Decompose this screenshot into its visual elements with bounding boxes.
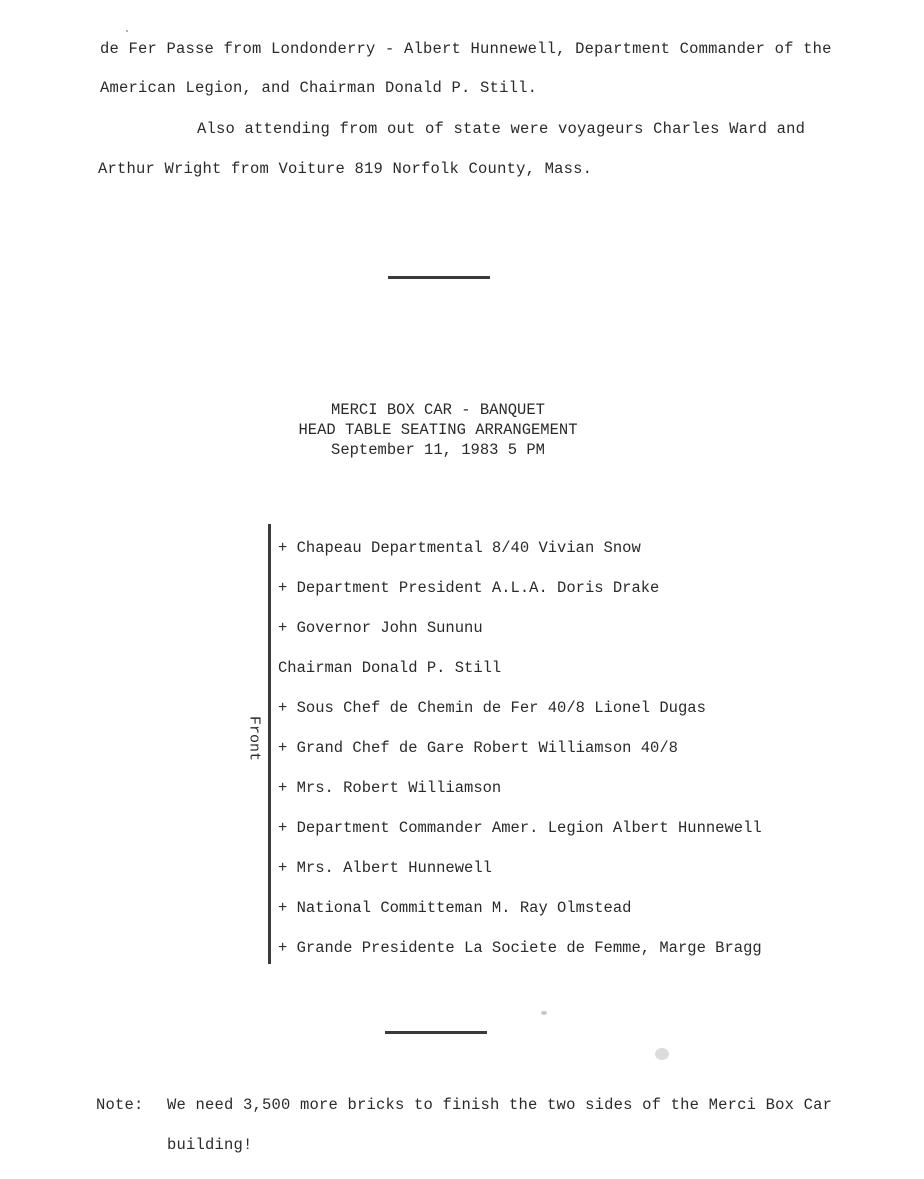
heading-title: MERCI BOX CAR - BANQUET [331,401,545,419]
intro-line-3: Also attending from out of state were voyageurs Charles Ward and [197,120,806,138]
intro-line-4: Arthur Wright from Voiture 819 Norfolk County, Mass. [98,160,593,178]
note-line-2: building! [167,1136,253,1154]
seat-6: + Grand Chef de Gare Robert Williamson 40/8 [278,739,678,757]
seat-2: + Department President A.L.A. Doris Drake [278,579,660,597]
head-table-bar [268,524,271,964]
seat-11: + Grande Presidente La Societe de Femme, Marge Bragg [278,939,762,957]
seat-1: + Chapeau Departmental 8/40 Vivian Snow [278,539,641,557]
scan-speck [541,1011,547,1015]
seat-8: + Department Commander Amer. Legion Albert Hunnewell [278,819,762,837]
intro-line-2: American Legion, and Chairman Donald P. Still. [100,79,538,97]
note-label: Note: [96,1096,144,1114]
seat-3: + Governor John Sununu [278,619,483,637]
banquet-heading [0,400,876,460]
scan-speck [655,1048,669,1060]
heading-date: September 11, 1983 5 PM [331,441,545,459]
heading-subtitle: HEAD TABLE SEATING ARRANGEMENT [298,421,578,439]
intro-line-1: de Fer Passe from Londonderry - Albert Hunnewell, Department Commander of the [100,40,832,58]
seat-10: + National Committeman M. Ray Olmstead [278,899,632,917]
seat-4: Chairman Donald P. Still [278,659,502,677]
top-separator [388,276,490,279]
front-label: Front [245,715,263,761]
seat-9: + Mrs. Albert Hunnewell [278,859,492,877]
seat-5: + Sous Chef de Chemin de Fer 40/8 Lionel Dugas [278,699,706,717]
bottom-separator [385,1031,487,1034]
scan-speck [126,30,128,32]
note-line-1: We need 3,500 more bricks to finish the two sides of the Merci Box Car [167,1096,833,1114]
seat-7: + Mrs. Robert Williamson [278,779,502,797]
